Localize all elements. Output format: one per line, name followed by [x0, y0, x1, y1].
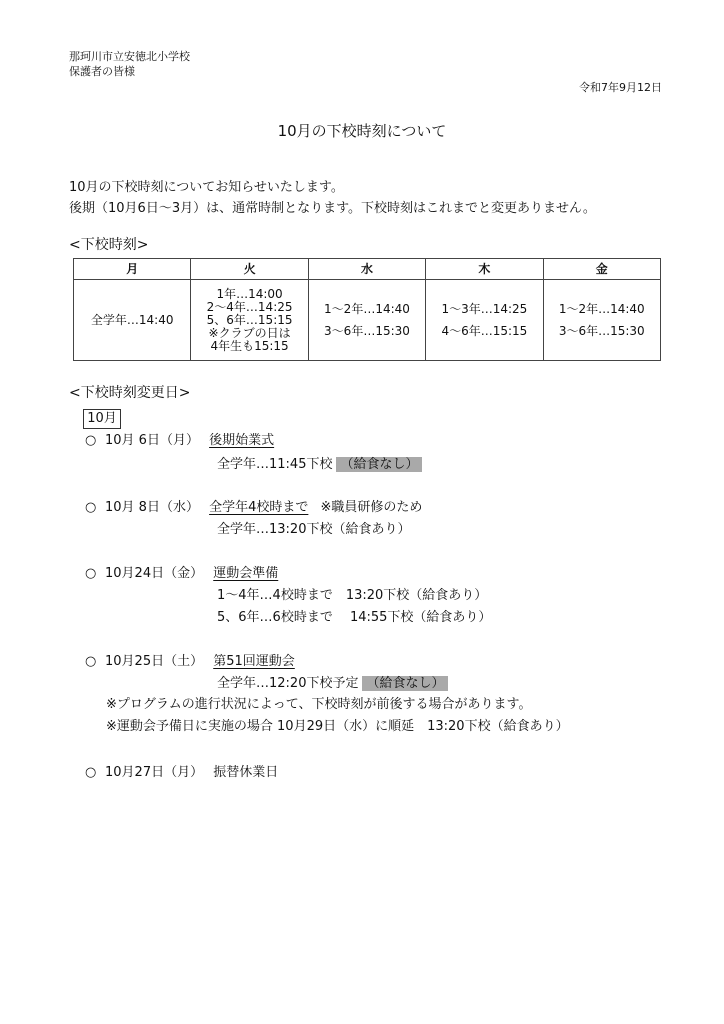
- document-date: 令和7年9月12日: [579, 81, 662, 94]
- changes-heading: <下校時刻変更日>: [69, 385, 191, 401]
- change-item-4: [85, 654, 295, 670]
- thu-line: 1〜3年…14:25: [441, 302, 528, 316]
- item-detail: 全学年…12:20下校予定: [217, 676, 359, 691]
- wed-line: 1〜2年…14:40: [324, 302, 410, 316]
- tue-line: 5、6年…15:15: [206, 312, 293, 327]
- intro-line-1: 10月の下校時刻についてお知らせいたします。: [69, 180, 344, 195]
- item-1-detail: [217, 457, 422, 473]
- fri-line: 3〜6年…15:30: [558, 324, 645, 338]
- school-name: 那珂川市立安徳北小学校: [69, 50, 190, 63]
- thu-times: [426, 280, 543, 361]
- bullet-icon: ○: [85, 566, 97, 581]
- document-title: 10月の下校時刻について: [277, 122, 447, 140]
- schedule-header-row: [74, 259, 661, 280]
- mon-time: 全学年…14:40: [90, 313, 174, 327]
- fri-line: 1〜2年…14:40: [558, 302, 645, 316]
- change-item-2: [85, 500, 422, 516]
- day-thu: 木: [426, 259, 543, 280]
- schedule-heading: <下校時刻>: [69, 237, 149, 253]
- wed-times: [308, 280, 425, 361]
- thu-line: 4〜6年…15:15: [441, 324, 528, 338]
- intro-line-2: 後期（10月6日〜3月）は、通常時制となります。下校時刻はこれまでと変更ありません。: [69, 201, 596, 216]
- bullet-icon: ○: [85, 500, 97, 515]
- change-item-3: [85, 566, 278, 582]
- item-date: 10月 8日（水）: [105, 500, 199, 515]
- wed-line: 3〜6年…15:30: [324, 324, 410, 338]
- change-item-5: [85, 765, 278, 781]
- mon-times: [74, 280, 191, 361]
- tue-line: 1年…14:00: [216, 286, 283, 301]
- item-event: 後期始業式: [209, 433, 275, 448]
- recipient: 保護者の皆様: [69, 65, 135, 78]
- month-label: 10月: [83, 409, 121, 429]
- day-tue: 火: [191, 259, 308, 280]
- item-date: 10月24日（金）: [105, 566, 204, 581]
- item-detail: 全学年…13:20下校（給食あり）: [217, 522, 411, 537]
- day-fri: 金: [543, 259, 660, 280]
- tue-line: 2〜4年…14:25: [206, 299, 293, 314]
- no-lunch-badge: （給食なし）: [362, 676, 448, 691]
- item-detail: 5、6年…6校時まで 14:55下校（給食あり）: [217, 610, 492, 625]
- schedule-table: [73, 258, 661, 361]
- item-note: ※プログラムの進行状況によって、下校時刻が前後する場合があります。: [106, 697, 532, 712]
- item-note: ※運動会予備日に実施の場合 10月29日（水）に順延 13:20下校（給食あり）: [106, 719, 569, 734]
- no-lunch-badge: （給食なし）: [336, 457, 422, 472]
- bullet-icon: ○: [85, 433, 97, 448]
- item-4-detail: [217, 676, 448, 692]
- item-date: 10月27日（月）: [105, 765, 204, 780]
- schedule-times-row: [74, 280, 661, 361]
- tue-line: ※クラブの日は: [208, 325, 291, 340]
- item-event: 第51回運動会: [213, 654, 295, 669]
- item-detail: 1〜4年…4校時まで 13:20下校（給食あり）: [217, 588, 488, 603]
- day-wed: 水: [308, 259, 425, 280]
- item-date: 10月25日（土）: [105, 654, 204, 669]
- day-mon: 月: [74, 259, 191, 280]
- item-event: 振替休業日: [213, 765, 279, 780]
- tue-line: 4年生も15:15: [210, 338, 289, 353]
- change-item-1: [85, 433, 274, 449]
- bullet-icon: ○: [85, 765, 97, 780]
- item-date: 10月 6日（月）: [105, 433, 199, 448]
- item-event: 全学年4校時まで: [209, 500, 309, 515]
- item-detail: 全学年…11:45下校: [217, 457, 333, 472]
- tue-times: [191, 280, 308, 361]
- item-event-note: ※職員研修のため: [320, 500, 423, 515]
- item-event: 運動会準備: [213, 566, 279, 581]
- fri-times: [543, 280, 660, 361]
- bullet-icon: ○: [85, 654, 97, 669]
